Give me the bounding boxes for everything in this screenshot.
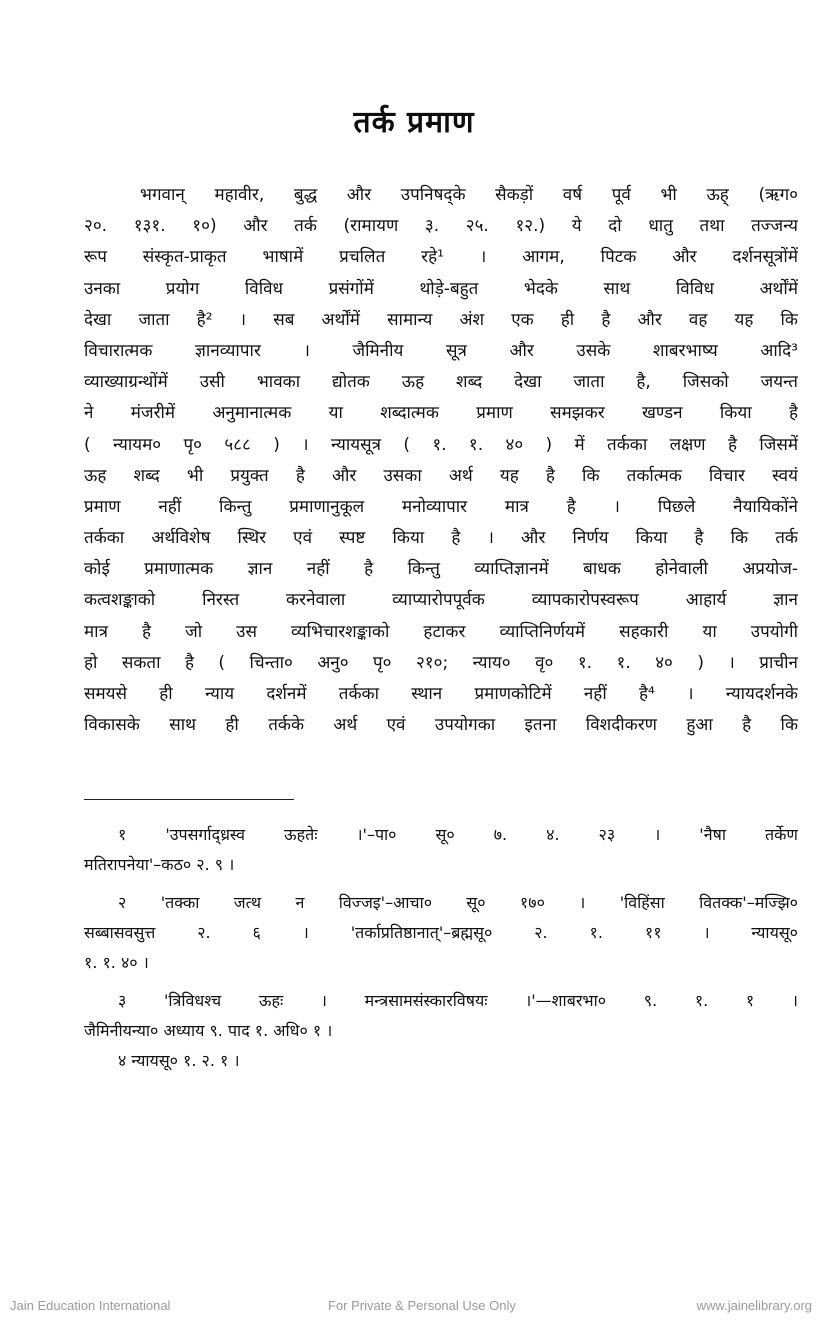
footnotes bbox=[84, 820, 798, 1076]
body-line: २०. १३१. १०) और तर्क (रामायण ३. २५. १२.) ये दो धातु तथा तज्जन्य bbox=[84, 216, 798, 237]
body-line: तर्कका अर्थविशेष स्थिर एवं स्पष्ट किया है । और निर्णय किया है कि तर्क bbox=[84, 528, 798, 549]
footnote-line: ४ न्यायसू० १. २. १ । bbox=[118, 1051, 240, 1070]
body-line: विचारात्मक ज्ञानव्यापार । जैमिनीय सूत्र और उसके शाबरभाष्य आदि³ bbox=[84, 340, 798, 361]
body-line: विकासके साथ ही तर्कके अर्थ एवं उपयोगका इतना विशदीकरण हुआ है कि bbox=[84, 715, 798, 736]
body-line: उनका प्रयोग विविध प्रसंगोंमें थोड़े-बहुत भेदके साथ विविध अर्थोंमें bbox=[84, 278, 798, 299]
footnote-line: १ 'उपसर्गाद्ध्रस्व ऊहतेः ।'–पा० सू० ७. ४. २३ । 'नैषा तर्केण bbox=[118, 825, 798, 844]
footnote-line: सब्बासवसुत्त २. ६ । 'तर्काप्रतिष्ठानात्'–ब्रह्मसू० २. १. ११ । न्यायसू० bbox=[84, 923, 798, 942]
footnote-line: १. १. ४० । bbox=[84, 953, 149, 972]
footnote-4 bbox=[84, 1046, 798, 1076]
footnote-1 bbox=[84, 820, 798, 880]
body-line: कत्वशङ्काको निरस्त करनेवाला व्याप्यारोपपूर्वक व्यापकारोपस्वरूप आहार्य ज्ञान bbox=[84, 590, 798, 611]
footnote-divider bbox=[84, 799, 294, 800]
page-title: तर्क प्रमाण bbox=[353, 105, 475, 141]
body-line: प्रमाण नहीं किन्तु प्रमाणानुकूल मनोव्यापार मात्र है । पिछले नैयायिकोंने bbox=[84, 496, 798, 517]
page-footer bbox=[0, 1298, 828, 1318]
body-line: मात्र है जो उस व्यभिचारशङ्काको हटाकर व्याप्तिनिर्णयमें सहकारी या उपयोगी bbox=[84, 621, 798, 642]
footnote-line: जैमिनीयन्या० अध्याय ९. पाद १. अधि० १ । bbox=[84, 1021, 333, 1040]
body-line: कोई प्रमाणात्मक ज्ञान नहीं है किन्तु व्याप्तिज्ञानमें बाधक होनेवाली अप्रयोज- bbox=[84, 559, 798, 580]
body-line: भगवान् महावीर, बुद्ध और उपनिषद्के सैकड़ों वर्ष पूर्व भी ऊह् (ऋग० bbox=[140, 185, 798, 205]
body-line: ( न्यायम० पृ० ५८८ ) । न्यायसूत्र ( १. १. ४० ) में तर्कका लक्षण है जिसमें bbox=[84, 434, 798, 455]
body-line: ऊह शब्द भी प्रयुक्त है और उसका अर्थ यह है कि तर्कात्मक विचार स्वयं bbox=[84, 465, 798, 486]
body-line: हो सकता है ( चिन्ता० अनु० पृ० २१०; न्याय० वृ० १. १. ४० ) । प्राचीन bbox=[84, 652, 798, 673]
footer-usage-notice: For Private & Personal Use Only bbox=[328, 1298, 516, 1313]
footnote-line: २ 'तक्का जत्थ न विज्जइ'–आचा० सू० १७० । 'विहिंसा वितक्क'–मज्झि० bbox=[118, 893, 798, 912]
body-paragraph bbox=[84, 180, 798, 741]
body-line: देखा जाता है² । सब अर्थोंमें सामान्य अंश एक ही है और वह यह कि bbox=[84, 309, 798, 330]
footer-website-link[interactable]: www.jainelibrary.org bbox=[696, 1298, 812, 1313]
body-line: व्याख्याग्रन्थोंमें उसी भावका द्योतक ऊह शब्द देखा जाता है, जिसको जयन्त bbox=[84, 372, 798, 393]
footnote-line: मतिरापनेया'–कठ० २. ९ । bbox=[84, 855, 235, 874]
footer-publisher: Jain Education International bbox=[10, 1298, 171, 1313]
footnote-3 bbox=[84, 986, 798, 1046]
body-line: समयसे ही न्याय दर्शनमें तर्कका स्थान प्रमाणकोटिमें नहीं है⁴ । न्यायदर्शनके bbox=[84, 684, 798, 704]
body-line: ने मंजरीमें अनुमानात्मक या शब्दात्मक प्रमाण समझकर खण्डन किया है bbox=[84, 403, 798, 424]
footnote-line: ३ 'त्रिविधश्च ऊहः । मन्त्रसामसंस्कारविषयः ।'—शाबरभा० ९. १. १ । bbox=[118, 991, 798, 1010]
footnote-2 bbox=[84, 888, 798, 978]
body-line: रूप संस्कृत-प्राकृत भाषामें प्रचलित रहे¹ । आगम, पिटक और दर्शनसूत्रोंमें bbox=[84, 247, 798, 268]
